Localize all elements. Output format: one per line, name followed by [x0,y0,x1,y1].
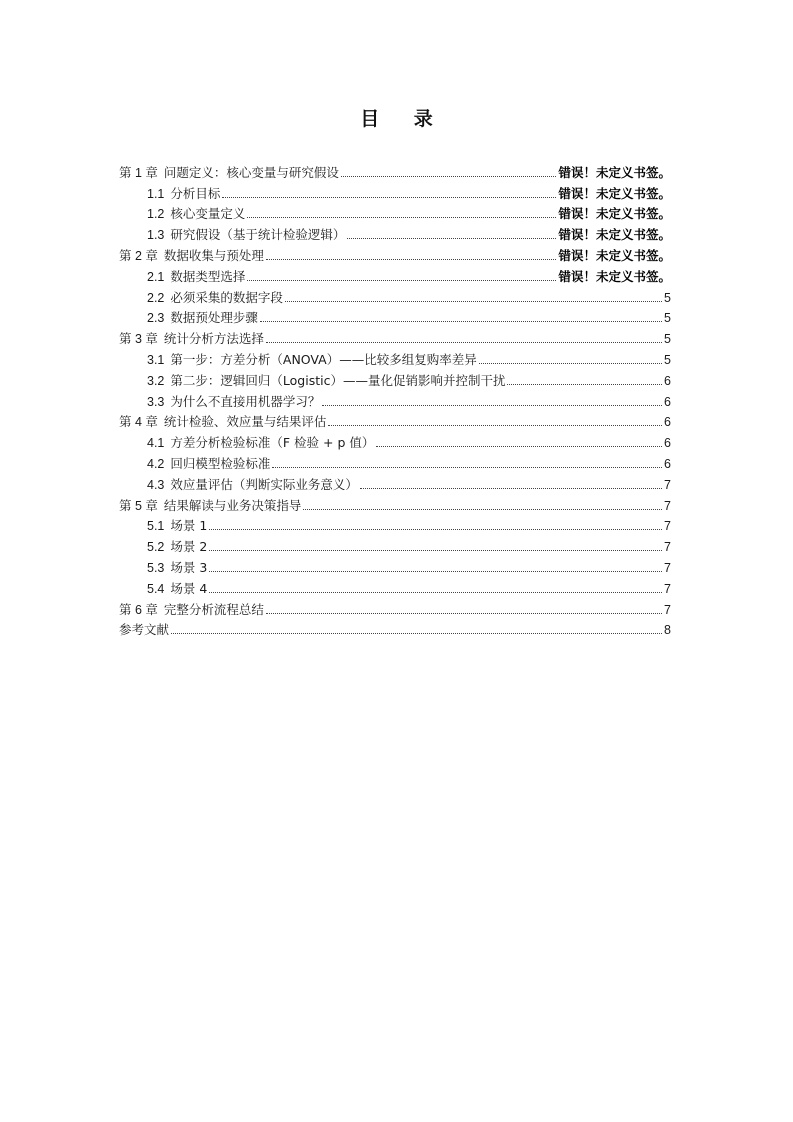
toc-entry-text: 场景 3 [170,559,208,575]
dot-leader [247,217,556,218]
dot-leader [171,633,662,634]
toc-entry-text: 场景 1 [170,518,208,534]
toc-entry-text: 结果解读与业务决策指导 [163,497,302,513]
toc-entry-text: 为什么不直接用机器学习？ [170,393,321,409]
toc-entry-number: 2.2 [147,290,165,305]
toc-entry-label [147,456,270,472]
toc-entry-number: 第 2 章 [119,248,158,263]
toc-entry-text: 第二步：逻辑回归（Logistic）——量化促销影响并控制干扰 [170,372,506,388]
toc-section-entry[interactable] [119,264,671,285]
dot-leader [341,176,557,177]
dot-leader [247,280,556,281]
toc-page-number: 6 [664,394,671,409]
dot-leader [479,363,662,364]
toc-section-entry[interactable] [119,430,671,451]
dot-leader [303,509,662,510]
toc-page-number: 7 [664,581,671,596]
toc-page-number: 7 [664,477,671,492]
toc-entry-label [147,269,245,285]
toc-entry-label [147,539,207,555]
toc-entry-label [147,518,207,534]
toc-entry-label [119,331,264,347]
toc-entry-label [147,206,245,222]
toc-entry-label [147,352,477,368]
toc-bookmark-error: 错误！未定义书签。 [558,247,671,263]
toc-section-entry[interactable] [119,514,671,535]
toc-title: 目 录 [360,108,447,130]
toc-page-number: 6 [664,456,671,471]
toc-chapter-entry[interactable] [119,493,671,514]
toc-entry-label [147,227,345,243]
toc-section-entry[interactable] [119,555,671,576]
toc-entry-label [119,165,339,181]
toc-bookmark-error: 错误！未定义书签。 [558,268,671,284]
toc-section-entry[interactable] [119,368,671,389]
toc-entry-text: 数据类型选择 [170,268,246,284]
dot-leader [285,301,662,302]
toc-entry-number: 4.2 [147,456,165,471]
dot-leader [209,592,662,593]
toc-section-entry[interactable] [119,285,671,306]
toc-entry-number: 5.4 [147,581,165,596]
toc-bookmark-error: 错误！未定义书签。 [558,227,671,243]
toc-entry-number: 3.3 [147,394,165,409]
toc-entry-label [147,435,374,451]
toc-entry-text: 完整分析流程总结 [163,601,264,617]
toc-chapter-entry[interactable] [119,618,671,639]
dot-leader [209,571,662,572]
toc-entry-text: 场景 2 [170,539,208,555]
toc-section-entry[interactable] [119,534,671,555]
toc-entry-number: 1.3 [147,228,165,243]
toc-section-entry[interactable] [119,222,671,243]
toc-section-entry[interactable] [119,181,671,202]
dot-leader [209,529,662,530]
toc-entry-text: 统计检验、效应量与结果评估 [163,414,327,430]
toc-bookmark-error: 错误！未定义书签。 [558,185,671,201]
toc-entry-text: 方差分析检验标准（F 检验 + p 值） [170,435,375,451]
toc-page-number: 8 [664,623,671,638]
toc-page-number: 6 [664,415,671,430]
toc-section-entry[interactable] [119,306,671,327]
table-of-contents [119,160,671,638]
toc-entry-label [147,394,320,410]
toc-entry-number: 4.3 [147,477,165,492]
toc-chapter-entry[interactable] [119,326,671,347]
toc-entry-text: 数据收集与预处理 [163,247,264,263]
toc-entry-label [147,477,358,493]
toc-page-number: 7 [664,519,671,534]
toc-entry-label [147,186,220,202]
toc-entry-text: 问题定义：核心变量与研究假设 [163,164,339,180]
toc-entry-text: 数据预处理步骤 [170,310,258,326]
toc-chapter-entry[interactable] [119,243,671,264]
toc-page-number: 7 [664,540,671,555]
dot-leader [272,467,662,468]
toc-section-entry[interactable] [119,451,671,472]
toc-chapter-entry[interactable] [119,597,671,618]
dot-leader [266,613,662,614]
toc-section-entry[interactable] [119,202,671,223]
toc-entry-number: 3.2 [147,373,165,388]
toc-page-number: 7 [664,498,671,513]
toc-entry-number: 3.1 [147,352,165,367]
toc-entry-text: 必须采集的数据字段 [170,289,283,305]
dot-leader [266,259,557,260]
toc-section-entry[interactable] [119,576,671,597]
toc-entry-number: 5.2 [147,540,165,555]
dot-leader [507,384,662,385]
toc-entry-label [119,414,326,430]
toc-entry-number: 第 3 章 [119,332,158,347]
dot-leader [322,405,662,406]
toc-entry-label [147,310,258,326]
toc-entry-text: 效应量评估（判断实际业务意义） [170,476,358,492]
toc-entry-text: 核心变量定义 [170,206,246,222]
toc-entry-label [147,581,207,597]
dot-leader [328,425,662,426]
toc-entry-number: 第 5 章 [119,498,158,513]
toc-entry-number: 2.1 [147,269,165,284]
toc-page-number: 7 [664,602,671,617]
toc-page-number: 6 [664,373,671,388]
toc-entry-text: 分析目标 [170,185,221,201]
dot-leader [209,550,662,551]
toc-entry-number: 2.3 [147,311,165,326]
toc-entry-number: 1.2 [147,207,165,222]
toc-entry-number: 第 4 章 [119,415,158,430]
toc-entry-label [119,622,169,638]
toc-page-number: 5 [664,311,671,326]
dot-leader [260,321,662,322]
toc-entry-number: 5.1 [147,519,165,534]
toc-chapter-entry[interactable] [119,410,671,431]
toc-entry-label [147,373,505,389]
toc-entry-number: 第 6 章 [119,602,158,617]
toc-entry-label [119,602,264,618]
toc-entry-text: 统计分析方法选择 [163,331,264,347]
toc-entry-text: 场景 4 [170,580,208,596]
toc-section-entry[interactable] [119,347,671,368]
dot-leader [376,446,662,447]
toc-entry-text: 参考文献 [119,622,170,638]
toc-section-entry[interactable] [119,472,671,493]
dot-leader [347,238,556,239]
dot-leader [360,488,662,489]
toc-bookmark-error: 错误！未定义书签。 [558,164,671,180]
toc-entry-number: 1.1 [147,186,165,201]
toc-page-number: 5 [664,332,671,347]
toc-page-number: 6 [664,436,671,451]
toc-entry-label [119,248,264,264]
toc-chapter-entry[interactable] [119,160,671,181]
dot-leader [266,342,662,343]
toc-entry-number: 5.3 [147,560,165,575]
toc-page-number: 7 [664,560,671,575]
toc-page-number: 5 [664,290,671,305]
toc-entry-number: 4.1 [147,436,165,451]
toc-entry-label [147,290,283,306]
toc-entry-text: 第一步：方差分析（ANOVA）——比较多组复购率差异 [170,351,477,367]
toc-entry-text: 回归模型检验标准 [170,455,271,471]
toc-bookmark-error: 错误！未定义书签。 [558,206,671,222]
toc-entry-text: 研究假设（基于统计检验逻辑） [170,227,346,243]
toc-page-number: 5 [664,352,671,367]
toc-entry-label [119,498,301,514]
toc-section-entry[interactable] [119,389,671,410]
dot-leader [222,197,556,198]
toc-entry-label [147,560,207,576]
toc-entry-number: 第 1 章 [119,165,158,180]
